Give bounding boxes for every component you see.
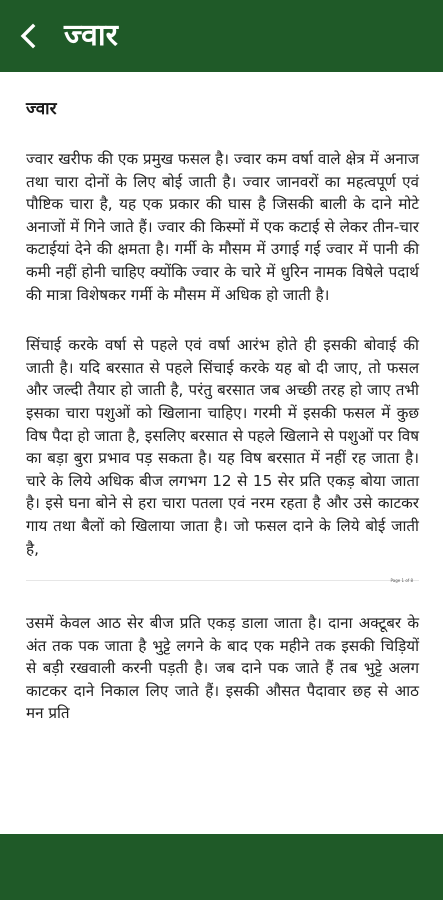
page-number: Page 1 of 8 <box>390 578 413 584</box>
page-break <box>26 576 419 596</box>
bottom-banner <box>0 834 443 900</box>
paragraph-2: सिंचाई करके वर्षा से पहले एवं वर्षा आरंभ होते ही इसकी बोवाई की जाती है। यदि बरसात से पहले सिंचाई करके यह बो दी जाए, तो फसल और जल्दी तैयार हो जाती है, परंतु बरसात जब अच्छी तरह हो जाए तभी इसका चारा पशुओं को खिलाना चाहिए। गरमी में इसकी फसल में कुछ विष पैदा हो जाता है, इसलिए बरसात से पहले खिलाने से पशुओं पर विष का बड़ा बुरा प्रभाव पड़ सकता है। यह विष बरसात में नहीं रह जाता है। चारे के लिये अधिक बीज लगभग 12 से 15 सेर प्रति एकड़ बोया जाता है। इसे घना बोने से हरा चारा पतला एवं नरम रहता है और उसे काटकर गाय तथा बैलों को खिलाया जाता है। जो फसल दाने के लिये बोई जाती है, <box>26 336 419 558</box>
app-header <box>0 0 443 72</box>
page-title: ज्वार <box>64 18 118 53</box>
document-page <box>0 98 443 725</box>
paragraph-3: उसमें केवल आठ सेर बीज प्रति एकड़ डाला जाता है। दाना अक्टूबर के अंत तक पक जाता है भुट्टे लगने के बाद एक महीने तक इसकी चिड़ियों से बड़ी रखवाली करनी पड़ती है। जब दाने पक जाते हैं तब भुट्टे अलग काटकर दाने निकाल लिए जाते हैं। इसकी औसत पैदावार छह से आठ मन प्रति <box>26 614 419 723</box>
document-heading: ज्वार <box>26 99 57 119</box>
document-viewer[interactable] <box>0 72 443 834</box>
paragraph-1: ज्वार खरीफ की एक प्रमुख फसल है। ज्वार कम वर्षा वाले क्षेत्र में अनाज तथा चारा दोनों के लिए बोई जाती है। ज्वार जानवरों का महत्वपूर्ण एवं पौष्टिक चारा है, यह एक प्रकार की घास है जिसकी बाली के दाने मोटे अनाजों में गिने जाते हैं। ज्वार की किस्मों में एक कटाई से लेकर तीन-चार कटाईयां देने की क्षमता है। गर्मी के मौसम में उगाई गई ज्वार में पानी की कमी नहीं होनी चाहिए क्योंकि ज्वार के चारे में धुरिन नामक विषेले पदार्थ की मात्रा विशेषकर गर्मी के मौसम में अधिक हो जाती है। <box>26 150 419 304</box>
back-button[interactable] <box>0 0 56 72</box>
chevron-left-icon <box>19 23 37 49</box>
